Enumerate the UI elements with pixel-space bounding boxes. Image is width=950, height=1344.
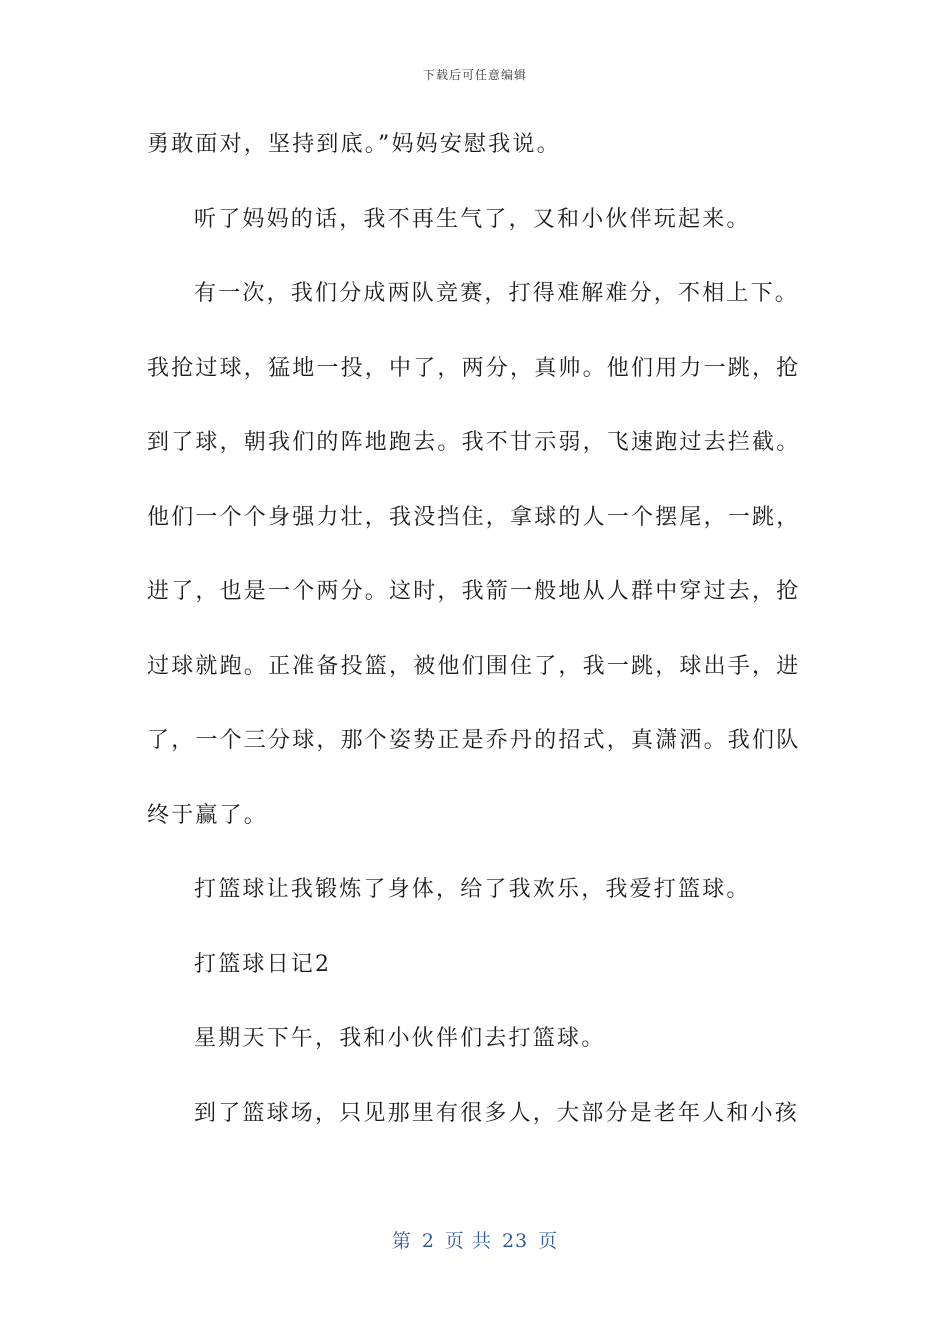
footer-suffix: 页 <box>538 1230 559 1252</box>
text-line: 我抢过球，猛地一投，中了，两分，真帅。他们用力一跳，抢 <box>147 355 801 381</box>
text-line: 他们一个个身强力壮，我没挡住，拿球的人一个摆尾，一跳， <box>147 504 801 530</box>
page-footer <box>0 1226 950 1253</box>
text-line: 到了球，朝我们的阵地跑去。我不甘示弱，飞速跑过去拦截。 <box>147 430 801 455</box>
body-text <box>147 126 807 1169</box>
text-line: 听了妈妈的话，我不再生气了，又和小伙伴玩起来。 <box>194 206 751 232</box>
text-line: 过球就跑。正准备投篮，被他们围住了，我一跳，球出手，进 <box>147 653 801 679</box>
section-heading: 打篮球日记2 <box>194 951 332 977</box>
text-line: 了，一个三分球，那个姿势正是乔丹的招式，真潇洒。我们队 <box>147 728 801 753</box>
page-header: 下载后可任意编辑 <box>422 68 527 82</box>
text-line: 打篮球让我锻炼了身体，给了我欢乐，我爱打篮球。 <box>194 877 751 902</box>
text-line: 星期天下午，我和小伙伴们去打篮球。 <box>194 1026 606 1051</box>
text-line: 进了，也是一个两分。这时，我箭一般地从人群中穿过去，抢 <box>147 579 801 604</box>
footer-page-number: 2 <box>421 1230 435 1252</box>
text-line: 有一次，我们分成两队竞赛，打得难解难分，不相上下。 <box>194 281 800 306</box>
footer-prefix: 第 <box>391 1230 412 1252</box>
footer-total-pages: 23 <box>501 1230 529 1252</box>
text-line: 终于赢了。 <box>147 802 269 828</box>
text-line: 勇敢面对，坚持到底。”妈妈安慰我说。 <box>147 132 561 157</box>
text-line: 到了篮球场，只见那里有很多人，大部分是老年人和小孩 <box>194 1100 800 1126</box>
footer-middle: 页 共 <box>444 1230 492 1252</box>
